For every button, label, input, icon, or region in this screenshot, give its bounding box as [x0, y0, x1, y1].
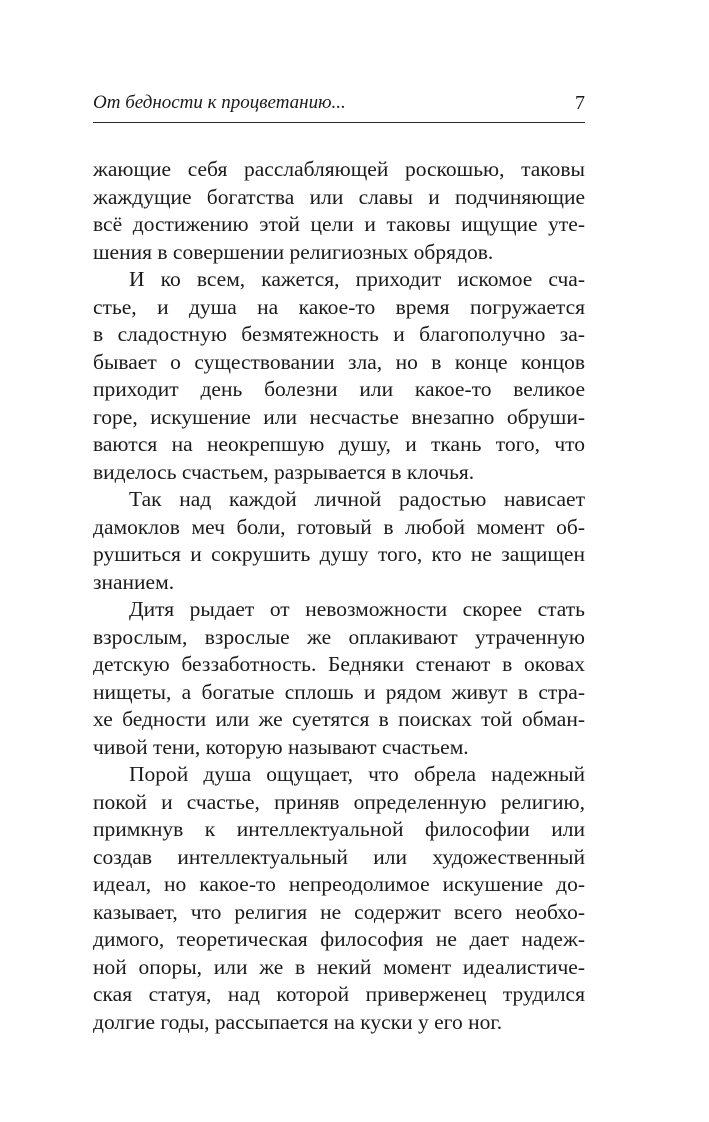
text-line: покой и счастье, приняв определенную религию, [93, 789, 585, 814]
text-line: жающие себя расслабляющей роскошью, таковы [93, 157, 585, 181]
text-line: идеал, но какое-то непреодолимое искушение до- [93, 872, 585, 896]
text-line: Дитя рыдает от невозможности скорее стать [129, 597, 585, 621]
text-line: знанием. [93, 569, 175, 594]
body-text [93, 156, 585, 1036]
text-line: димого, теоретическая философия не дает надеж- [93, 927, 585, 951]
text-line: горе, искушение или несчастье внезапно обруши- [93, 404, 585, 429]
text-line: приходит день болезни или какое-то великое [93, 377, 585, 401]
text-line: всё достижению этой цели и таковы ищущие уте- [93, 212, 585, 236]
text-line: ной опоры, или же в некий момент идеалистиче- [93, 954, 585, 979]
text-line: стье, и душа на какое-то время погружается [93, 294, 585, 319]
text-line: взрослым, взрослые же оплакивают утраченную [93, 624, 585, 649]
text-line: дамоклов меч боли, готовый в любой момент об- [93, 514, 585, 539]
running-title: От бедности к процветанию... [93, 92, 346, 113]
text-line: бывает о существовании зла, но в конце концов [93, 349, 585, 374]
text-line: долгие годы, рассыпается на куски у его ног. [93, 1009, 503, 1034]
running-header [93, 92, 585, 123]
text-line: нищеты, а богатые сплошь и рядом живут в стра- [93, 679, 585, 704]
text-line: И ко всем, кажется, приходит искомое сча- [129, 267, 585, 291]
text-line: рушиться и сокрушить душу того, кто не защищен [93, 542, 585, 566]
text-line: детскую беззаботность. Бедняки стенают в оковах [93, 652, 585, 676]
text-line: Порой душа ощущает, что обрела надежный [129, 762, 585, 786]
text-line: ская статуя, над которой приверженец трудился [93, 982, 585, 1006]
page-number: 7 [575, 92, 585, 114]
text-line: жаждущие богатства или славы и подчиняющие [93, 184, 585, 209]
text-line: чивой тени, которую называют счастьем. [93, 734, 469, 759]
text-line: примкнув к интеллектуальной философии или [93, 817, 585, 841]
text-line: в сладостную безмятежность и благополучно за- [93, 322, 585, 346]
text-line: Так над каждой личной радостью нависает [129, 487, 585, 511]
text-line: казывает, что религия не содержит всего необхо- [93, 899, 585, 924]
text-line: ваются на неокрепшую душу, и ткань того, что [93, 432, 585, 456]
text-line: виделось счастьем, разрывается в клочья. [93, 459, 475, 484]
text-line: хе бедности или же суетятся в поисках той обман- [93, 707, 585, 731]
text-line: шения в совершении религиозных обрядов. [93, 239, 494, 264]
text-line: создав интеллектуальный или художественный [93, 844, 585, 869]
